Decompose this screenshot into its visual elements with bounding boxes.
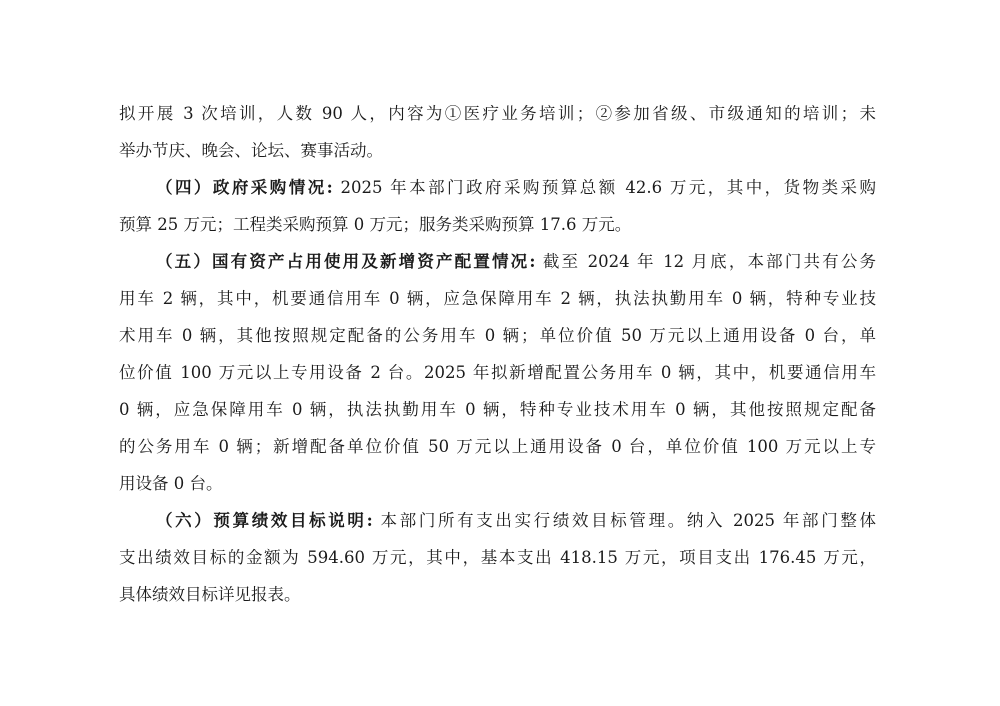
assets-line-7: 用设备 0 台。: [119, 474, 223, 493]
performance-line-1: [156, 510, 876, 532]
procurement-line-1-text: 2025 年本部门政府采购预算总额 42.6 万元，其中，货物类采购: [332, 178, 876, 197]
assets-line-6: 的公务用车 0 辆；新增配备单位价值 50 万元以上通用设备 0 台，单位价值 100 万元以上专: [119, 437, 876, 456]
training-line-1: 拟开展 3 次培训，人数 90 人，内容为①医疗业务培训；②参加省级、市级通知的培训；未: [119, 104, 876, 123]
procurement-heading: （四）政府采购情况:: [156, 178, 333, 197]
assets-line-5: 0 辆，应急保障用车 0 辆，执法执勤用车 0 辆，特种专业技术用车 0 辆，其他按照规定配备: [119, 400, 876, 419]
performance-line-1-text: 本部门所有支出实行绩效目标管理。纳入 2025 年部门整体: [372, 511, 876, 530]
performance-line-2: 支出绩效目标的金额为 594.60 万元，其中，基本支出 418.15 万元，项目支出 176.45 万元，: [119, 548, 876, 567]
performance-heading: （六）预算绩效目标说明:: [156, 511, 373, 530]
procurement-line-1: [156, 177, 876, 199]
performance-line-3: 具体绩效目标详见报表。: [119, 585, 301, 604]
procurement-line-2: 预算 25 万元；工程类采购预算 0 万元；服务类采购预算 17.6 万元。: [119, 215, 632, 234]
assets-line-4: 位价值 100 万元以上专用设备 2 台。2025 年拟新增配置公务用车 0 辆，其中，机要通信用车: [119, 363, 876, 382]
assets-line-2: 用车 2 辆，其中，机要通信用车 0 辆，应急保障用车 2 辆，执法执勤用车 0 辆，特种专业技: [119, 289, 876, 308]
assets-line-1: [156, 251, 876, 273]
training-line-2: 举办节庆、晚会、论坛、赛事活动。: [119, 141, 383, 160]
assets-line-1-text: 截至 2024 年 12 月底，本部门共有公务: [535, 252, 876, 271]
assets-line-3: 术用车 0 辆，其他按照规定配备的公务用车 0 辆；单位价值 50 万元以上通用设备 0 台，单: [119, 326, 876, 345]
assets-heading: （五）国有资产占用使用及新增资产配置情况:: [156, 252, 536, 271]
